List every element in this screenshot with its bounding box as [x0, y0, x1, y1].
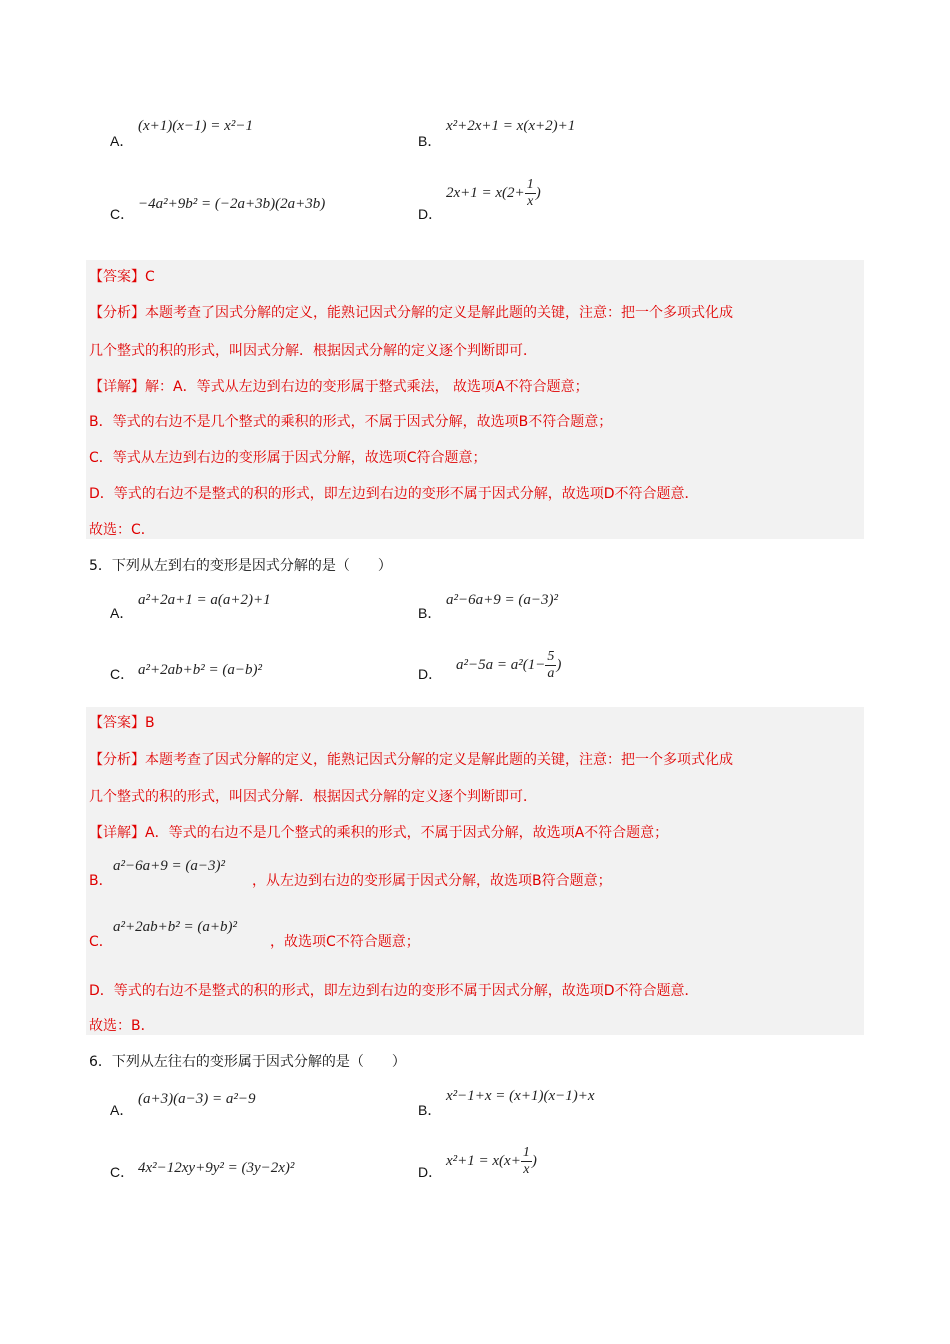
q4-option-d-frac-den: x: [527, 194, 534, 209]
q6-stem: 6．下列从左往右的变形属于因式分解的是（ ）: [89, 1054, 406, 1070]
q6-option-a-expr: (a+3)(a−3) = a²−9: [138, 1091, 256, 1107]
q4-answer-line: 【答案】C: [89, 269, 155, 285]
q5-option-d-expr-left: a²−5a = a²(1−: [456, 656, 546, 673]
q4-option-b-expr: x²+2x+1 = x(x+2)+1: [446, 118, 576, 134]
q5-detail-3-text: ，故选项C不符合题意；: [270, 934, 420, 950]
q4-option-d-label: D．: [418, 206, 443, 222]
q5-option-d-label: D．: [418, 666, 443, 682]
q6-option-b-label: B．: [418, 1102, 442, 1118]
q6-option-d-fraction: [521, 1146, 532, 1177]
q6-option-a-label: A．: [110, 1102, 134, 1118]
q5-stem: 5．下列从左到右的变形是因式分解的是（ ）: [89, 558, 392, 574]
q5-detail-3-expr: a²+2ab+b² = (a+b)²: [113, 919, 237, 935]
q5-option-d-frac-den: a: [547, 666, 555, 681]
q4-option-b-label: B．: [418, 133, 442, 149]
q4-option-a-label: A．: [110, 133, 134, 149]
q4-option-d-frac-num: 1: [526, 177, 534, 192]
q4-analysis-1: 【分析】本题考查了因式分解的定义，能熟记因式分解的定义是解此题的关键，注意：把一个多项式化成: [89, 305, 733, 321]
q5-option-a-label: A．: [110, 605, 134, 621]
q5-detail-1: 【详解】A．等式的右边不是几个整式的乘积的形式，不属于因式分解，故选项A不符合题意；: [89, 825, 669, 841]
q4-detail-1: 【详解】解：A．等式从左边到右边的变形属于整式乘法， 故选项A不符合题意；: [89, 379, 589, 395]
q5-option-d-expr-right: ): [556, 656, 562, 673]
q6-option-d-frac-num: 1: [522, 1145, 530, 1160]
q5-analysis-1: 【分析】本题考查了因式分解的定义，能熟记因式分解的定义是解此题的关键，注意：把一个多项式化成: [89, 752, 733, 768]
q6-option-d-expr-left: x²+1 = x(x+: [446, 1152, 521, 1169]
q4-option-d-expr-left: 2x+1 = x(2+: [446, 184, 525, 201]
q5-option-c-expr: a²+2ab+b² = (a−b)²: [138, 662, 262, 678]
q5-detail-4: D．等式的右边不是整式的积的形式，即左边到右边的变形不属于因式分解，故选项D不符合题意．: [89, 983, 699, 999]
q6-option-c-expr: 4x²−12xy+9y² = (3y−2x)²: [138, 1160, 295, 1176]
q5-detail-2-label: B．: [89, 873, 113, 889]
q5-answer-line: 【答案】B: [89, 715, 155, 731]
q5-option-d-frac-num: 5: [547, 649, 555, 664]
q5-option-a-expr: a²+2a+1 = a(a+2)+1: [138, 592, 271, 608]
q4-choose: 故选：C．: [89, 522, 155, 538]
q4-option-a-expr: (x+1)(x−1) = x²−1: [138, 118, 253, 134]
q5-option-b-label: B．: [418, 605, 442, 621]
q6-option-c-label: C．: [110, 1164, 135, 1180]
q4-analysis-2: 几个整式的积的形式，叫因式分解．根据因式分解的定义逐个判断即可．: [89, 343, 537, 359]
q4-detail-4: D．等式的右边不是整式的积的形式，即左边到右边的变形不属于因式分解，故选项D不符合题意．: [89, 486, 699, 502]
q4-option-d-expr: [446, 178, 541, 209]
q5-option-c-label: C．: [110, 666, 135, 682]
q6-option-d-expr-right: ): [531, 1152, 537, 1169]
q5-detail-2-text: ，从左边到右边的变形属于因式分解，故选项B符合题意；: [252, 873, 612, 889]
q6-option-d-label: D．: [418, 1164, 443, 1180]
q6-option-d-frac-den: x: [523, 1162, 530, 1177]
q4-option-d-fraction: [525, 178, 536, 209]
q4-option-c-expr: −4a²+9b² = (−2a+3b)(2a+3b): [138, 196, 326, 212]
q5-option-b-expr: a²−6a+9 = (a−3)²: [446, 592, 558, 608]
q5-choose: 故选：B．: [89, 1018, 155, 1034]
q5-analysis-2: 几个整式的积的形式，叫因式分解．根据因式分解的定义逐个判断即可．: [89, 789, 537, 805]
q4-detail-2: B．等式的右边不是几个整式的乘积的形式，不属于因式分解，故选项B不符合题意；: [89, 414, 613, 430]
q5-option-d-expr: [456, 650, 561, 681]
q4-option-c-label: C．: [110, 206, 135, 222]
q5-detail-3-label: C．: [89, 934, 113, 950]
q4-detail-3: C．等式从左边到右边的变形属于因式分解，故选项C符合题意；: [89, 450, 487, 466]
q6-option-d-expr: [446, 1146, 537, 1177]
q6-option-b-expr: x²−1+x = (x+1)(x−1)+x: [446, 1088, 595, 1104]
q5-option-d-fraction: [545, 650, 556, 681]
q5-detail-2-expr: a²−6a+9 = (a−3)²: [113, 858, 225, 874]
q4-option-d-expr-right: ): [535, 184, 541, 201]
